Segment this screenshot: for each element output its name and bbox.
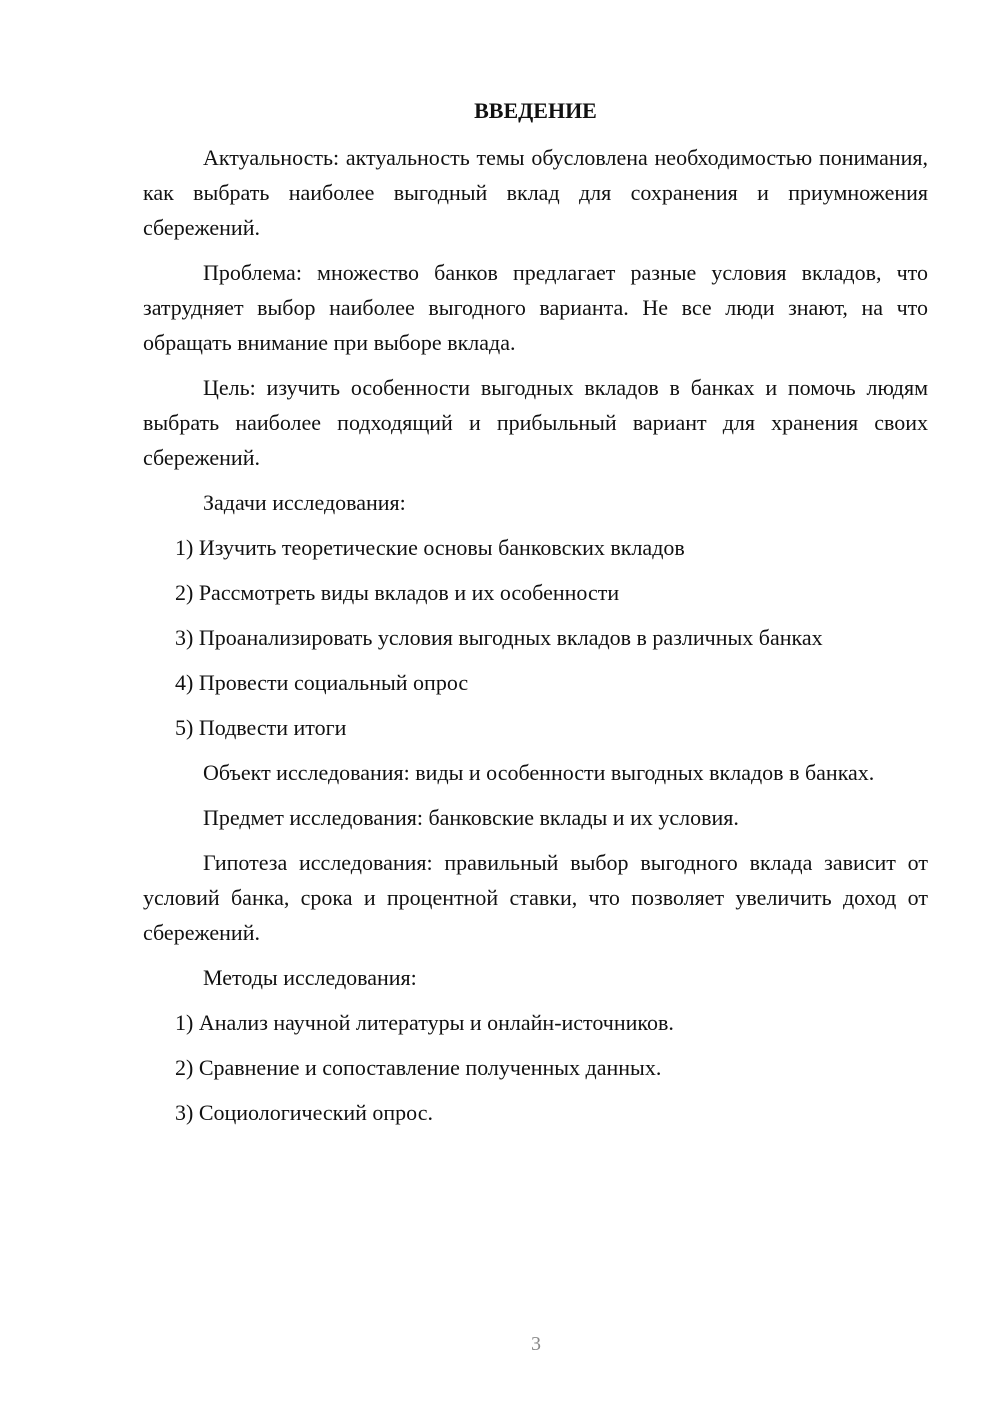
- object-paragraph: Объект исследования: виды и особенности выгодных вкладов в банках.: [203, 760, 875, 785]
- hypothesis-paragraph: Гипотеза исследования: правильный выбор выгодного вклада зависит от условий банка, срока и процентной ставки, что позволяет увеличить доход от сбережений.: [143, 850, 928, 945]
- subject-paragraph: Предмет исследования: банковские вклады и их условия.: [203, 805, 739, 830]
- task-item-2: 2) Рассмотреть виды вкладов и их особенности: [175, 580, 620, 605]
- section-title: ВВЕДЕНИЕ: [474, 98, 597, 123]
- document-body: [143, 96, 928, 1140]
- task-item-4: 4) Провести социальный опрос: [175, 670, 469, 695]
- task-item-3: 3) Проанализировать условия выгодных вкладов в различных банках: [175, 625, 823, 650]
- tasks-heading: Задачи исследования:: [203, 490, 406, 515]
- relevance-paragraph: Актуальность: актуальность темы обусловлена необходимостью понимания, как выбрать наиболее выгодный вклад для сохранения и приумножения сбережений.: [143, 145, 928, 240]
- method-item-2: 2) Сравнение и сопоставление полученных данных.: [175, 1055, 662, 1080]
- task-item-1: 1) Изучить теоретические основы банковских вкладов: [175, 535, 685, 560]
- method-item-3: 3) Социологический опрос.: [175, 1100, 433, 1125]
- goal-paragraph: Цель: изучить особенности выгодных вкладов в банках и помочь людям выбрать наиболее подходящий и прибыльный вариант для хранения своих сбережений.: [143, 375, 928, 470]
- problem-paragraph: Проблема: множество банков предлагает разные условия вкладов, что затрудняет выбор наиболее выгодного варианта. Не все люди знают, на что обращать внимание при выборе вклада.: [143, 260, 928, 355]
- page-number: 3: [531, 1333, 541, 1355]
- task-item-5: 5) Подвести итоги: [175, 715, 347, 740]
- methods-heading: Методы исследования:: [203, 965, 417, 990]
- method-item-1: 1) Анализ научной литературы и онлайн-источников.: [175, 1010, 674, 1035]
